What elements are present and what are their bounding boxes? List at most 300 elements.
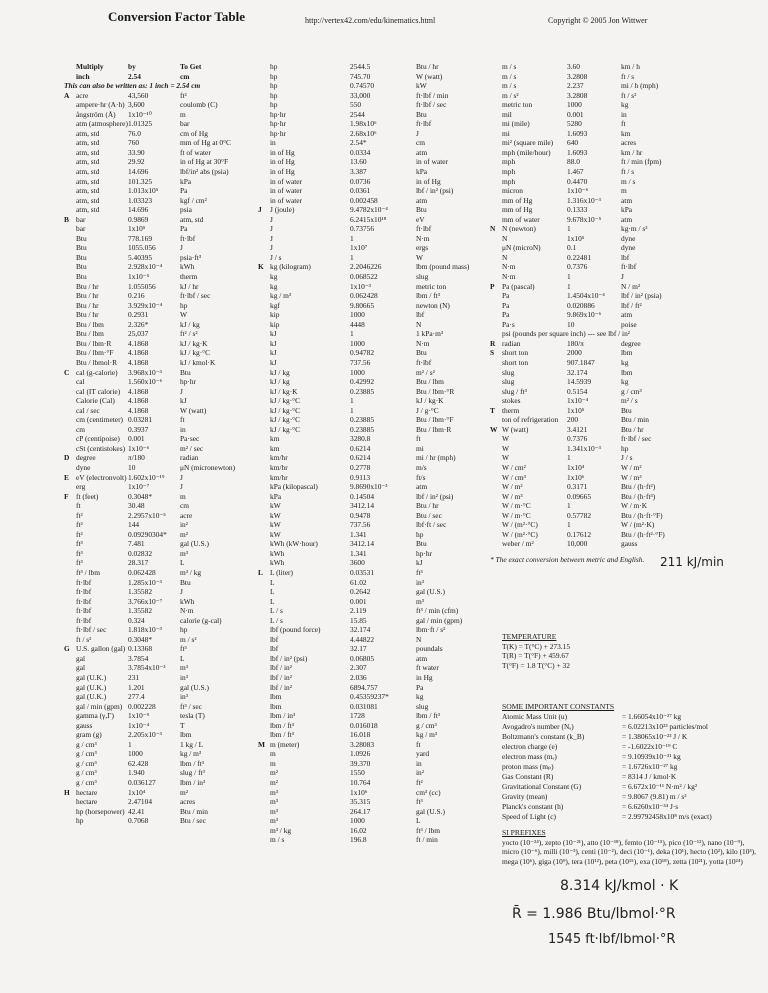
column-2 — [258, 62, 492, 845]
factor: 1 — [128, 739, 132, 749]
conversion-row — [490, 253, 681, 263]
conversion-row — [490, 110, 681, 120]
multiply-unit: lbm — [270, 692, 282, 702]
multiply-unit: acre — [76, 90, 89, 100]
factor: 3,600 — [128, 100, 145, 110]
to-get-unit: slug — [416, 701, 429, 711]
conversion-row — [258, 138, 492, 148]
to-get-unit: ft³ / lbm — [416, 825, 440, 835]
conversion-row — [64, 224, 240, 234]
multiply-unit: J — [270, 233, 273, 243]
conversion-row — [64, 205, 240, 215]
conversion-row — [64, 759, 240, 769]
section-letter — [490, 119, 502, 129]
to-get-unit: kJ — [416, 558, 423, 568]
conversion-row — [258, 558, 492, 568]
factor: 1550 — [350, 768, 365, 778]
factor: 10,000 — [567, 539, 588, 549]
to-get-unit: gauss — [621, 539, 638, 549]
conversion-row — [258, 358, 492, 368]
to-get-unit: acres — [621, 138, 637, 148]
section-letter — [490, 62, 502, 72]
multiply-unit: Btu / lbm — [76, 319, 104, 329]
section-letter — [64, 654, 76, 664]
to-get-unit: kg·m / s² — [621, 224, 648, 234]
conversion-row — [490, 243, 681, 253]
section-letter — [258, 807, 270, 817]
conversion-row — [258, 721, 492, 731]
to-get-unit: Pa — [416, 682, 424, 692]
to-get-unit: hp — [416, 529, 424, 539]
factor: 14.696 — [128, 205, 149, 215]
to-get-unit: lbm — [621, 367, 633, 377]
multiply-unit: Btu / lbm — [76, 329, 104, 339]
to-get-unit: lbf — [621, 252, 630, 262]
factor: 3.7854x10⁻³ — [128, 663, 166, 673]
multiply-unit: mm of Hg — [502, 205, 533, 215]
section-letter — [64, 234, 76, 244]
multiply-unit: degree — [76, 453, 96, 463]
to-get-unit: yard — [416, 749, 430, 759]
factor: 550 — [350, 100, 362, 110]
section-letter — [64, 530, 76, 540]
factor: 16.018 — [350, 730, 371, 740]
factor: 1.055056 — [128, 281, 156, 291]
factor: 1000 — [567, 100, 582, 110]
section-letter — [490, 262, 502, 272]
factor: 1x10⁶ — [567, 472, 585, 482]
conversion-row — [64, 482, 240, 492]
section-letter — [64, 205, 76, 215]
to-get-unit: N — [416, 319, 422, 329]
handwritten-note-r-ftlbf: 1545 ft·lbf/lbmol·°R — [548, 932, 676, 947]
constant-row — [502, 742, 762, 752]
to-get-unit: J — [180, 482, 183, 492]
conversion-row — [258, 578, 492, 588]
multiply-unit: hp·hr — [270, 128, 287, 138]
section-letter — [64, 434, 76, 444]
multiply-unit: in — [270, 138, 276, 148]
factor: 0.23885 — [350, 386, 375, 396]
constant-name: proton mass (mₚ) — [502, 761, 554, 771]
factor: 4.44822 — [350, 634, 375, 644]
conversion-row — [258, 759, 492, 769]
to-get-unit: lbf / ft² — [621, 300, 642, 310]
to-get-unit: m³ — [180, 548, 188, 558]
multiply-unit: g / cm³ — [76, 768, 97, 778]
section-letter: J — [258, 205, 262, 215]
conversion-row — [258, 530, 492, 540]
section-letter — [64, 482, 76, 492]
section-letter — [258, 768, 270, 778]
multiply-unit: short ton — [502, 357, 529, 367]
conversion-row — [64, 539, 240, 549]
section-letter — [258, 501, 270, 511]
column-1 — [64, 62, 240, 826]
section-letter — [490, 272, 502, 282]
multiply-unit: kip — [270, 319, 280, 329]
multiply-unit: m² — [270, 768, 278, 778]
multiply-unit: in of water — [270, 195, 303, 205]
multiply-unit: m² — [270, 778, 278, 788]
section-letter — [490, 291, 502, 301]
constant-value: = 6.6260x10⁻³⁴ J·s — [622, 801, 679, 811]
conversion-row — [64, 463, 240, 473]
multiply-unit: ft² — [76, 510, 83, 520]
constant-row — [502, 772, 762, 782]
to-get-unit: mm of Hg at 0°C — [180, 138, 231, 148]
conversion-row — [258, 72, 492, 82]
section-letter — [258, 434, 270, 444]
prefixes-title: SI PREFIXES — [502, 828, 546, 837]
multiply-unit: N (newton) — [502, 224, 536, 234]
conversion-row — [490, 492, 681, 502]
multiply-unit: m / s — [502, 81, 517, 91]
section-letter — [490, 186, 502, 196]
factor: 0.09665 — [567, 491, 592, 501]
multiply-unit: Btu / hr — [76, 281, 99, 291]
multiply-unit: kg (kilogram) — [270, 262, 311, 272]
to-get-unit: in of Hg — [416, 176, 441, 186]
conversion-row — [258, 148, 492, 158]
to-get-unit: ft·lbf — [416, 119, 432, 129]
factor: 32.17 — [350, 644, 367, 654]
multiply-unit: lbf / in² — [270, 663, 292, 673]
conversion-row — [490, 272, 681, 282]
factor: 0.6214 — [350, 453, 371, 463]
conversion-row — [258, 186, 492, 196]
multiply-unit: atm, std — [76, 128, 100, 138]
factor: 0.3937 — [128, 424, 149, 434]
conversion-row — [258, 663, 492, 673]
constant-name: Avogadro's number (Nₐ) — [502, 721, 574, 731]
factor: 88.0 — [567, 157, 580, 167]
conversion-row — [258, 683, 492, 693]
factor: 0.1333 — [567, 205, 588, 215]
factor: 1x10⁻⁵ — [128, 272, 150, 282]
section-letter — [258, 683, 270, 693]
conversion-row — [490, 358, 681, 368]
factor: 33,000 — [350, 90, 371, 100]
factor: 0.002228 — [128, 701, 156, 711]
multiply-unit: metric ton — [502, 100, 533, 110]
conversion-row — [64, 329, 240, 339]
to-get-unit: Btu — [621, 405, 632, 415]
section-letter — [64, 224, 76, 234]
conversion-row — [490, 177, 681, 187]
multiply-unit: kip — [270, 310, 280, 320]
section-letter — [64, 520, 76, 530]
conversion-row — [64, 272, 240, 282]
to-get-unit: in² — [180, 520, 188, 530]
multiply-unit: Btu / hr — [76, 310, 99, 320]
to-get-unit: in³ — [180, 673, 188, 682]
conversion-row — [258, 310, 492, 320]
conversion-row — [64, 234, 240, 244]
factor: 0.94782 — [350, 348, 375, 358]
factor: 2000 — [567, 348, 582, 358]
factor: 1.341 — [350, 548, 367, 558]
conversion-row — [258, 348, 492, 358]
to-get-unit: ft·lbf / min — [416, 90, 449, 100]
to-get-unit: atm — [416, 147, 428, 157]
conversion-row — [64, 816, 240, 826]
to-get-unit: gal (U.S.) — [180, 682, 209, 692]
constant-value: = 9.10939x10⁻³¹ kg — [622, 751, 681, 761]
conversion-row — [490, 377, 681, 387]
conversion-row — [64, 415, 240, 425]
multiply-unit: gal (U.K.) — [76, 673, 107, 682]
to-get-unit: calorie (g-cal) — [180, 615, 222, 625]
factor: 42.41 — [128, 806, 145, 816]
to-get-unit: Pa — [180, 224, 188, 234]
factor: 745.70 — [350, 71, 371, 81]
to-get-unit: kg — [621, 100, 629, 110]
conversion-row — [258, 205, 492, 215]
conversion-row — [64, 644, 240, 654]
conversion-row — [490, 129, 681, 139]
to-get-unit: ft — [621, 119, 626, 129]
source-url: http://vertex42.com/edu/kinematics.html — [305, 16, 436, 25]
multiply-unit: L — [270, 577, 275, 587]
factor: 3280.8 — [350, 434, 371, 444]
factor: 0.002458 — [350, 195, 378, 205]
factor: 30.48 — [128, 501, 145, 511]
multiply-unit: hp — [270, 62, 278, 71]
constant-value: = 1.6726x10⁻²⁷ kg — [622, 761, 678, 771]
section-letter: N — [490, 224, 496, 234]
to-get-unit: μN (micronewton) — [180, 462, 236, 472]
factor: 33.90 — [128, 147, 145, 157]
factor: 1000 — [350, 816, 365, 826]
multiply-unit: hp — [76, 816, 84, 826]
section-letter — [490, 358, 502, 368]
section-letter — [490, 243, 502, 253]
multiply-unit: mi — [502, 128, 510, 138]
section-letter: M — [258, 739, 265, 749]
section-letter — [258, 539, 270, 549]
factor: 0.0361 — [350, 186, 371, 196]
factor: 43,560 — [128, 90, 149, 100]
factor: 1.03323 — [128, 195, 153, 205]
conversion-row — [258, 234, 492, 244]
to-get-unit: N·m — [416, 233, 430, 243]
conversion-row — [258, 597, 492, 607]
factor: 4.1868 — [128, 386, 149, 396]
section-letter — [64, 387, 76, 397]
multiply-unit: eV (electronvolt) — [76, 472, 127, 482]
conversion-row — [64, 262, 240, 272]
section-letter — [258, 339, 270, 349]
conversion-row — [64, 807, 240, 817]
conversion-row — [258, 692, 492, 702]
factor: 2.2046226 — [350, 262, 382, 272]
conversion-row — [258, 673, 492, 683]
section-letter — [258, 654, 270, 664]
factor: 32.174 — [350, 625, 371, 635]
multiply-unit: hp·hr — [270, 119, 287, 129]
to-get-unit: m³ — [416, 596, 424, 606]
section-letter — [64, 243, 76, 253]
multiply-unit: hp — [270, 71, 278, 81]
copyright: Copyright © 2005 Jon Wittwer — [548, 16, 648, 25]
section-letter — [64, 329, 76, 339]
to-get-unit: in — [180, 424, 186, 434]
section-letter — [258, 406, 270, 416]
to-get-unit — [621, 329, 681, 339]
section-letter — [64, 310, 76, 320]
conversion-row — [490, 167, 681, 177]
to-get-unit: degree — [621, 338, 641, 348]
conversion-row — [64, 434, 240, 444]
conversion-row — [64, 406, 240, 416]
to-get-unit: mi / h (mph) — [621, 81, 659, 91]
constants-rows — [502, 712, 762, 822]
factor: 1728 — [350, 711, 365, 721]
section-letter — [490, 310, 502, 320]
section-letter — [490, 215, 502, 225]
to-get-unit: ft·lbf — [416, 224, 432, 234]
conversion-row — [258, 167, 492, 177]
section-letter: G — [64, 644, 70, 654]
section-letter — [64, 797, 76, 807]
factor: 277.4 — [128, 692, 145, 702]
multiply-unit: atm (atmosphere) — [76, 119, 128, 129]
conversion-row — [258, 62, 492, 72]
conversion-row — [490, 511, 681, 521]
section-letter — [64, 358, 76, 368]
to-get-unit: W — [180, 310, 187, 320]
section-letter: B — [64, 214, 69, 224]
conversion-row — [64, 186, 240, 196]
conversion-row — [64, 587, 240, 597]
section-letter — [64, 539, 76, 549]
conversion-row — [490, 396, 681, 406]
to-get-unit: kW — [416, 81, 427, 91]
conversion-row — [64, 348, 240, 358]
factor: 0.13368 — [128, 644, 153, 654]
conversion-row — [490, 453, 681, 463]
factor: 1x10⁻⁹ — [128, 711, 150, 721]
to-get-unit: m² / s² — [416, 367, 435, 377]
conversion-row — [258, 549, 492, 559]
multiply-unit: L (liter) — [270, 567, 293, 577]
factor: 1.35582 — [128, 587, 153, 597]
multiply-unit: bar — [76, 224, 86, 234]
section-letter — [258, 224, 270, 234]
multiply-unit: hp (horsepower) — [76, 806, 125, 816]
temperature-line-1: T(K) = T(°C) + 273.15 — [502, 641, 571, 651]
factor: 1x10⁻³ — [350, 281, 371, 291]
factor: 1 — [567, 224, 571, 234]
multiply-unit: W (watt) — [502, 424, 529, 434]
section-letter: A — [64, 90, 70, 100]
multiply-unit: hp·hr — [270, 109, 287, 119]
conversion-row — [258, 453, 492, 463]
multiply-unit: hectare — [76, 797, 98, 807]
conversion-row — [490, 81, 681, 91]
section-letter — [258, 243, 270, 253]
multiply-unit: atm, std — [76, 167, 100, 177]
factor: 0.9869 — [128, 214, 149, 224]
to-get-unit: psia — [180, 205, 192, 215]
handwritten-note-r-si: 8.314 kJ/kmol · K — [560, 878, 679, 894]
conversion-row — [258, 425, 492, 435]
to-get-unit: lbf·ft / sec — [416, 520, 447, 530]
section-letter — [490, 234, 502, 244]
multiply-unit: atm, std — [76, 157, 100, 167]
conversion-row — [258, 778, 492, 788]
conversion-row — [64, 148, 240, 158]
factor: 3600 — [350, 558, 365, 568]
conversion-row — [490, 348, 681, 358]
constant-row — [502, 732, 762, 742]
multiply-unit: kW — [270, 520, 281, 530]
factor: 0.6214 — [350, 443, 371, 453]
factor: 0.1 — [567, 243, 577, 253]
multiply-unit: ft·lbf — [76, 587, 92, 597]
multiply-unit: km/hr — [270, 453, 288, 463]
constant-row — [502, 802, 762, 812]
conversion-row — [258, 406, 492, 416]
section-letter — [64, 768, 76, 778]
factor: 7.481 — [128, 539, 145, 549]
multiply-unit: ft / s² — [76, 634, 92, 644]
to-get-unit: ft of water — [180, 147, 211, 157]
factor: 1 — [567, 501, 571, 511]
factor: 10 — [567, 319, 575, 329]
section-letter — [490, 110, 502, 120]
to-get-unit: W (watt) — [180, 405, 207, 415]
conversion-row — [64, 797, 240, 807]
to-get-unit: N·m — [180, 606, 194, 616]
to-get-unit: ft water — [416, 663, 439, 673]
factor: 1 — [567, 520, 571, 530]
factor: 1x10⁷ — [350, 243, 368, 253]
factor: 2.205x10⁻³ — [128, 730, 162, 740]
conversion-row — [490, 329, 681, 339]
section-letter: F — [64, 491, 69, 501]
factor: 1.341x10⁻³ — [567, 443, 601, 453]
to-get-unit: J — [180, 243, 183, 253]
section-letter — [64, 100, 76, 110]
to-get-unit: ft / s² — [621, 90, 637, 100]
conversion-row — [258, 501, 492, 511]
to-get-unit: N — [416, 634, 422, 644]
factor: 0.001 — [128, 434, 145, 444]
to-get-unit: km / h — [621, 62, 640, 71]
factor: 1000 — [350, 338, 365, 348]
conversion-row — [258, 511, 492, 521]
section-letter — [258, 511, 270, 521]
section-letter — [490, 129, 502, 139]
to-get-unit: J — [416, 128, 419, 138]
header-row — [64, 62, 240, 72]
factor: 3.28083 — [350, 739, 375, 749]
section-letter — [64, 301, 76, 311]
conversion-row — [64, 396, 240, 406]
multiply-unit: mph — [502, 157, 516, 167]
section-letter: K — [258, 262, 264, 272]
section-letter — [258, 348, 270, 358]
to-get-unit: lbf / in² (psi) — [416, 186, 454, 196]
multiply-unit: in of Hg — [270, 147, 295, 157]
constant-name: Boltzmann's constant (k_B) — [502, 731, 585, 741]
multiply-unit: ft (feet) — [76, 491, 99, 501]
conversion-row — [64, 683, 240, 693]
section-letter — [64, 549, 76, 559]
conversion-row — [64, 616, 240, 626]
